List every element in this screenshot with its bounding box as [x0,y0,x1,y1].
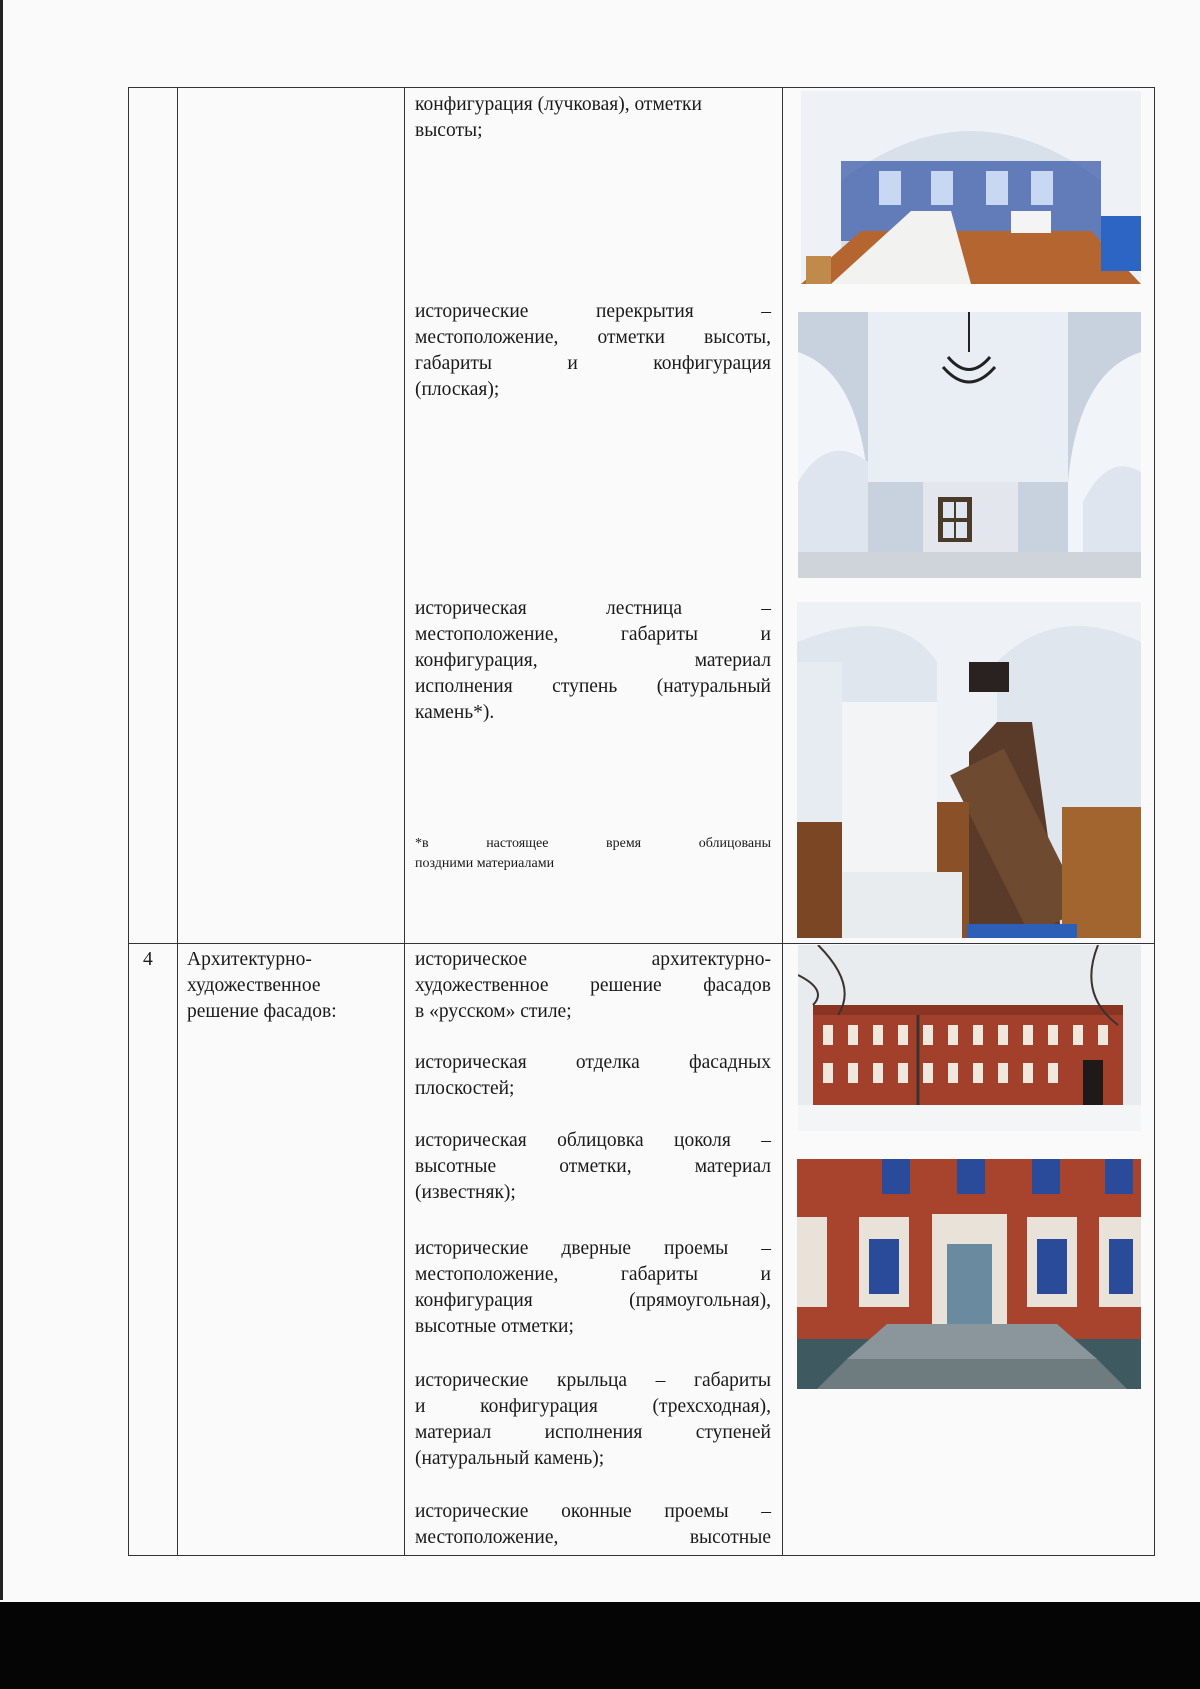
footnote: *в настоящее время облицованы поздними материалами [415,836,771,871]
ceiling-chandelier-photo [798,312,1141,578]
item-porches: исторические крыльца – габариты и конфигурация (трехсходная), материал исполнения ступеней (натуральный камень); [415,1370,771,1469]
item-facade-finish: историческая отделка фасадных плоскостей; [415,1052,771,1099]
facade-winter-photo [798,945,1141,1131]
row-title: Архитектурно- художественное решение фасадов: [187,949,337,1022]
item-vault-configuration: конфигурация (лучковая), отметки высоты; [415,94,702,141]
row-number: 4 [143,949,153,970]
item-window-openings: исторические оконные проемы – местоположение, высотные [415,1501,771,1548]
scan-bottom-border [0,1602,1200,1689]
monument-features-table [128,87,1155,1556]
staircase-photo [797,602,1141,938]
item-facade-solution: историческое архитектурно- художественное решение фасадов в «русском» стиле; [415,949,771,1022]
column-divider [404,88,405,1555]
item-plinth-cladding: историческая облицовка цоколя – высотные отметки, материал (известняк); [415,1130,771,1203]
item-historic-ceilings: исторические перекрытия – местоположение, отметки высоты, габариты и конфигурация (плоская); [415,301,771,400]
item-door-openings: исторические дверные проемы – местоположение, габариты и конфигурация (прямоугольная), высотные отметки; [415,1238,771,1337]
item-historic-staircase: историческая лестница – местоположение, габариты и конфигурация, материал исполнения ступень (натуральный камень*). [415,598,771,723]
row-divider [129,943,1154,944]
entrance-porch-photo [797,1159,1141,1389]
vaulted-hall-photo [801,91,1141,284]
column-divider [782,88,783,1555]
column-divider [177,88,178,1555]
scan-left-edge [0,0,3,1600]
